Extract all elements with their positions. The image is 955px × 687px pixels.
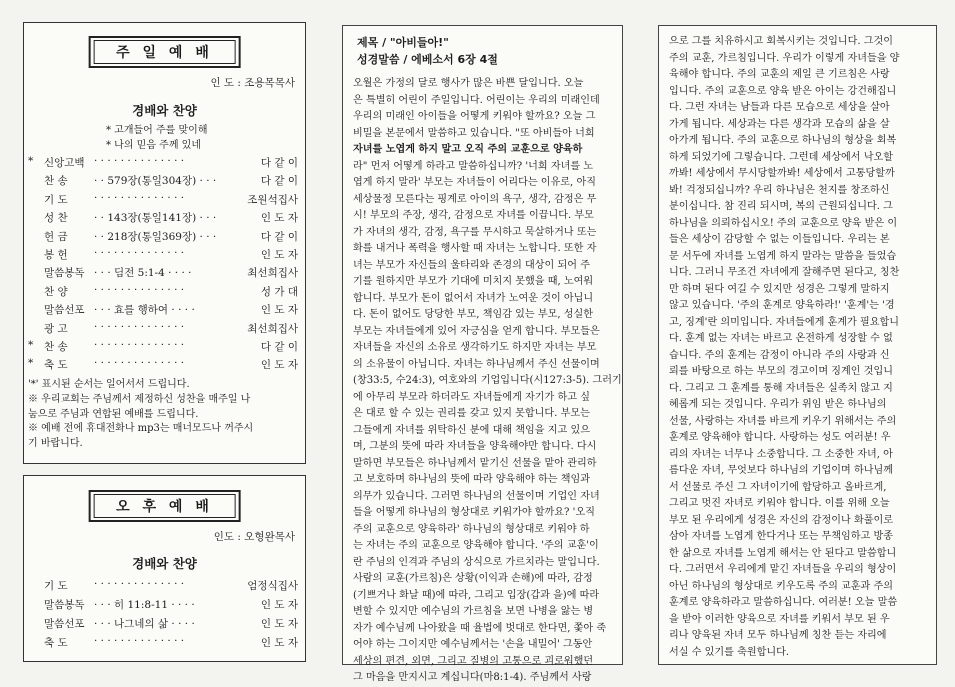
sermon-line: 에 아무리 부모라 하더라도 자녀들에게 자기가 하고 싶 bbox=[353, 391, 590, 403]
sermon-line: (기쁘거나 화날 때)에 따라, 그리고 입장(갑과 을)에 따라 bbox=[353, 589, 600, 601]
order-item-detail: · · · · · · · · · · · · · · bbox=[94, 283, 185, 296]
order-item-detail: · · · 히 11:8-11 · · · · bbox=[94, 599, 195, 611]
sermon-line: 주의 교훈으로 양육하라' 하나님의 형상대로 키워야 하 bbox=[353, 523, 590, 535]
stand-marker: * bbox=[28, 357, 34, 370]
sermon-continuation-column bbox=[658, 25, 937, 665]
sermon-line: 엽게 하지 말라' 부모는 자녀들이 어리다는 이유로, 아직 bbox=[353, 177, 596, 188]
continuation-line: 문 서두에 자녀를 노엽게 하지 말라는 말씀을 들었습 bbox=[669, 250, 897, 262]
note-line: 기 바랍니다. bbox=[28, 438, 83, 450]
order-item bbox=[28, 155, 300, 173]
order-item-detail: · · 218장(통일369장) · · · bbox=[94, 230, 217, 243]
sermon-line: 오월은 가정의 달로 행사가 많은 바쁜 달입니다. 오늘 bbox=[353, 78, 584, 89]
order-item bbox=[28, 321, 300, 339]
sunday-service-section bbox=[23, 22, 306, 464]
afternoon-service-leader: 인도 : 오형완목사 bbox=[213, 531, 295, 543]
order-item-detail: · · · 효를 행하여 · · · · bbox=[94, 304, 195, 317]
continuation-line: 다. 훈계 없는 자녀는 바르고 온전하게 성장할 수 없 bbox=[669, 333, 893, 344]
sermon-line: 세상의 편견, 외면, 그리고 질병의 고통으로 괴로워했던 bbox=[353, 655, 594, 667]
order-item-leader: 인 도 자 bbox=[260, 637, 298, 649]
sermon-line: 들을 어떻게 하나님의 형상대로 키워가야 할까요? '오직 bbox=[353, 507, 595, 518]
continuation-line: 그리고 멋진 자녀로 키워야 합니다. 이를 위해 오늘 bbox=[669, 498, 890, 509]
note-line: ※ 예배 전에 휴대전화나 mp3는 매너모드나 꺼주시 bbox=[28, 423, 254, 435]
order-item-leader: 성 가 대 bbox=[260, 285, 298, 298]
sermon-line: 우리의 미래인 아이들을 어떻게 키워야 할까요? 오늘 그 bbox=[353, 111, 596, 122]
sermon-line: 변할 수 있지만 예수님의 가르침을 보면 나병을 앓는 병 bbox=[353, 606, 594, 617]
continuation-line: 하게 되었기에 그렇습니다. 그런데 세상에서 낙오할 bbox=[669, 151, 894, 163]
order-item-detail: · · · · · · · · · · · · · · bbox=[94, 191, 185, 204]
order-item-detail: · · 143장(통일141장) · · · bbox=[94, 212, 217, 225]
order-item-title: 찬 양 bbox=[44, 285, 68, 298]
continuation-line: 리의 자녀는 너무나 소중합니다. 그 소중한 자녀, 아 bbox=[669, 448, 893, 460]
praise-song-1: * 고개들어 주를 맞이해 bbox=[106, 125, 208, 136]
continuation-line: 서 선물로 주신 그 자녀이기에 합당하고 올바르게, bbox=[669, 481, 887, 493]
order-item-title: 말씀봉독 bbox=[44, 267, 85, 280]
sermon-line: 합니다. 부모가 돈이 없어서 자녀가 노여운 것이 아닙니 bbox=[353, 292, 594, 304]
sermon-line: 며, 그분의 뜻에 따라 자녀들을 양육해야만 합니다. 다시 bbox=[353, 441, 597, 452]
continuation-line: 선물, 사랑하는 자녀를 바르게 키우기 위해서는 주의 bbox=[669, 415, 897, 427]
continuation-line: 만 하며 된다 여길 수 있지만 성경은 그렇게 말하지 bbox=[669, 283, 890, 295]
order-item bbox=[28, 616, 300, 635]
afternoon-service-title-frame bbox=[88, 490, 241, 522]
order-item-leader: 인 도 자 bbox=[260, 618, 298, 630]
order-item-title: 기 도 bbox=[44, 193, 68, 206]
continuation-line: 하나님을 의뢰하십시오! 주의 교훈으로 양육 받은 이 bbox=[669, 217, 898, 229]
continuation-line: 리나 양육된 자녀 모두 하나님께 칭찬 듣는 자리에 bbox=[669, 630, 887, 641]
sermon-body bbox=[353, 76, 622, 687]
continuation-line: 삼아 자녀를 노엽게 한다거나 또는 무책임하고 방종 bbox=[669, 531, 894, 542]
continuation-line: 가게 됩니다. 세상과는 다른 생각과 모습의 삶을 살 bbox=[669, 118, 890, 130]
order-item-leader: 다 같 이 bbox=[260, 230, 298, 243]
order-item-detail: · · · · · · · · · · · · · · bbox=[94, 357, 185, 370]
order-item-leader: 인 도 자 bbox=[260, 359, 298, 372]
continuation-line: 습니다. 주의 훈계는 감정이 아니라 주의 사랑과 신 bbox=[669, 349, 890, 361]
sermon-line: 은 대로 할 수 있는 권리를 갖고 있지 못합니다. 부모는 bbox=[353, 408, 590, 419]
order-item bbox=[28, 173, 300, 191]
sermon-line: 그들에게 자녀를 위탁하신 분에 대해 책임을 지고 있으 bbox=[353, 424, 590, 436]
continuation-line: 다. 그리고 그 훈계를 통해 자녀들은 실족치 않고 지 bbox=[669, 382, 893, 394]
order-item-leader: 엄정식집사 bbox=[247, 580, 298, 592]
order-item bbox=[28, 339, 300, 357]
sermon-line: 어야 하는 그이지만 예수님께서는 '손을 내밀어' 그동안 bbox=[353, 639, 593, 650]
sermon-line: 기를 원하지만 부모가 기대에 미치지 못했을 때, 노여워 bbox=[353, 276, 594, 287]
afternoon-service-title: 오 후 예 배 bbox=[93, 494, 236, 518]
order-item-title: 말씀선포 bbox=[44, 304, 85, 317]
sermon-line: 부모는 자녀들에게 있어 자긍심을 얻게 합니다. 부모들은 bbox=[353, 325, 600, 337]
sermon-line: 다. 돈이 없어도 당당한 부모, 책임감 있는 부모, 성실한 bbox=[353, 309, 594, 320]
order-item-detail: · · · 나그네의 삶 · · · · bbox=[94, 618, 195, 630]
order-item-detail: · · · · · · · · · · · · · · bbox=[94, 578, 185, 590]
sunday-service-title-frame bbox=[88, 36, 241, 68]
sermon-line: 사람의 교훈(가르침)은 상황(이익과 손해)에 따라, 감정 bbox=[353, 573, 593, 584]
order-item-detail: · · 579장(통일304장) · · · bbox=[94, 175, 217, 188]
order-item-title: 광 고 bbox=[44, 322, 68, 335]
continuation-line: 서실 수 있기를 축원합니다. bbox=[669, 646, 790, 658]
sunday-praise-heading: 경배와 찬양 bbox=[132, 103, 197, 118]
order-item bbox=[28, 635, 300, 654]
order-item-leader: 인 도 자 bbox=[260, 248, 298, 261]
order-item-leader: 조원석집사 bbox=[247, 193, 298, 206]
order-item-title: 축 도 bbox=[44, 359, 68, 372]
sermon-line: 라" 먼저 어떻게 하라고 말씀하십니까? '너희 자녀를 노 bbox=[353, 160, 594, 172]
order-item-title: 봉 헌 bbox=[44, 248, 68, 261]
order-item bbox=[28, 265, 300, 283]
order-item bbox=[28, 192, 300, 210]
continuation-line: 않고 있습니다. '주의 훈계로 양육하라!' '훈계'는 '경 bbox=[669, 300, 895, 311]
order-item-leader: 최선희집사 bbox=[247, 267, 298, 280]
sermon-line: (창33:5, 수24:3), 여호와의 기업입니다(시127:3-5). 그러기 bbox=[353, 375, 622, 386]
continuation-line: 봐! 걱정되십니까? 우리 하나님은 천지를 창조하신 bbox=[669, 184, 890, 196]
note-line: '*' 표시된 순서는 일어서서 드립니다. bbox=[28, 379, 190, 390]
order-item bbox=[28, 247, 300, 265]
order-item-detail: · · · · · · · · · · · · · · bbox=[94, 320, 185, 333]
order-item-title: 말씀봉독 bbox=[44, 599, 85, 611]
afternoon-praise-heading: 경배와 찬양 bbox=[132, 556, 197, 571]
sermon-scripture: 성경말씀 / 에베소서 6장 4절 bbox=[357, 53, 498, 66]
continuation-line: 분이십니다. 참 진리 되시며, 복의 근원되십니다. 그 bbox=[669, 201, 893, 212]
sermon-line: 의 소유물이 아닙니다. 자녀는 하나님께서 주신 선물이며 bbox=[353, 358, 600, 370]
sermon-line: 녀는 부모가 자신들의 울타리와 존경의 대상이 되어 주 bbox=[353, 259, 590, 271]
order-item-leader: 다 같 이 bbox=[260, 157, 298, 169]
sermon-line: 그 마음을 만지시고 계십니다(마8:1-4). 주님께서 사랑 bbox=[353, 672, 592, 683]
continuation-line: 입니다. 주의 교훈으로 양육 받은 아이는 강건해집니 bbox=[669, 85, 897, 97]
order-item-detail: · · · 딤전 5:1-4 · · · · bbox=[94, 267, 192, 280]
order-item-title: 신앙고백 bbox=[44, 157, 85, 169]
afternoon-order-list bbox=[28, 578, 300, 654]
order-item-title: 찬 송 bbox=[44, 175, 68, 188]
continuation-line: 혜롭게 되는 것입니다. 우리가 위임 받은 하나님의 bbox=[669, 399, 887, 410]
continuation-line: 아가게 됩니다. 주의 교훈으로 하나님의 형상을 회복 bbox=[669, 135, 897, 146]
continuation-line: 훈계로 양육하라고 말씀하십니다. 여러분! 오늘 말씀 bbox=[669, 597, 898, 608]
note-line: 눔으로 주님과 연합된 예배를 드립니다. bbox=[28, 408, 199, 420]
order-item-title: 축 도 bbox=[44, 637, 68, 649]
sermon-line: 가 자녀의 생각, 감정, 욕구를 무시하고 묵살하거나 또는 bbox=[353, 226, 597, 238]
sermon-title: 제목 / "아비들아!" bbox=[357, 36, 449, 49]
order-item-leader: 다 같 이 bbox=[260, 340, 298, 353]
sermon-column bbox=[342, 25, 623, 683]
sermon-line: 은 특별히 어린이 주일입니다. 어린이는 우리의 미래인데 bbox=[353, 94, 600, 106]
sermon-line: 시! 부모의 주장, 생각, 감정으로 자녀를 이끕니다. 부모 bbox=[353, 210, 594, 221]
sermon-line: 고 보호하며 하나님의 뜻에 따라 양육해야 하는 책임과 bbox=[353, 474, 590, 485]
continuation-line: 한 삶으로 자녀를 노엽게 해서는 안 된다고 말씀합니 bbox=[669, 547, 897, 559]
order-item-title: 성 찬 bbox=[44, 212, 68, 225]
sermon-continuation-body bbox=[669, 34, 931, 661]
continuation-line: 고, 징계'란 의미입니다. 자녀들에게 훈계가 필요합니 bbox=[669, 316, 899, 328]
sermon-line: 말하면 부모들은 하나님께서 맡기신 선물을 맡아 관리하 bbox=[353, 457, 597, 469]
note-line: ※ 우리교회는 주님께서 제정하신 성찬을 매주일 나 bbox=[28, 393, 251, 405]
praise-song-2: * 나의 믿음 주께 있네 bbox=[106, 140, 201, 151]
sermon-line: 자가 예수님께 나아왔을 때 율법에 벗대로 한다면, 쫓아 죽 bbox=[353, 622, 607, 634]
order-item-leader: 인 도 자 bbox=[260, 304, 298, 317]
sermon-line: 세상물정 모른다는 핑계로 아이의 욕구, 생각, 감정은 무 bbox=[353, 193, 597, 205]
order-item bbox=[28, 284, 300, 302]
order-item-detail: · · · · · · · · · · · · · · bbox=[94, 338, 185, 351]
continuation-line: 을 받아 이러한 양육으로 자녀를 키워서 부모 된 우 bbox=[669, 613, 890, 625]
continuation-line: 뢰를 바탕으로 하는 부모의 경고이며 징계인 것입니 bbox=[669, 366, 894, 377]
continuation-line: 육해야 합니다. 주의 교훈의 제일 큰 기르침은 사랑 bbox=[669, 69, 890, 80]
sermon-line: 란 주님의 인격과 주님의 상식으로 가르치라는 말입니다. bbox=[353, 556, 600, 568]
order-item-leader: 인 도 자 bbox=[260, 212, 298, 225]
sermon-line: 비밀을 본문에서 말씀하고 있습니다. "또 아비들아 너희 bbox=[353, 127, 595, 139]
sermon-line: 자녀들을 자신의 소유로 생각하기도 하지만 자녀는 부모 bbox=[353, 342, 597, 353]
continuation-line: 다. 그러면서 우리에게 맡긴 자녀들을 우리의 형상이 bbox=[669, 564, 897, 575]
order-item-detail: · · · · · · · · · · · · · · bbox=[94, 246, 185, 259]
order-item bbox=[28, 597, 300, 616]
continuation-line: 아닌 하나님의 형상대로 키우도록 주의 교훈과 주의 bbox=[669, 580, 894, 592]
continuation-line: 다. 그런 자녀는 남들과 다른 모습으로 세상을 살아 bbox=[669, 102, 890, 113]
continuation-line: 훈계로 양육해야 합니다. 사랑하는 성도 여러분! 우 bbox=[669, 432, 891, 443]
continuation-line: 주의 교훈, 가르침입니다. 우리가 이렇게 자녀들을 양 bbox=[669, 52, 900, 64]
continuation-line: 부모 된 우리에게 성경은 자신의 감정이나 화풀이로 bbox=[669, 514, 894, 526]
order-item bbox=[28, 578, 300, 597]
order-item-title: 말씀선포 bbox=[44, 618, 85, 630]
order-item bbox=[28, 229, 300, 247]
sunday-order-list bbox=[28, 155, 300, 376]
stand-marker: * bbox=[28, 338, 34, 351]
afternoon-service-section bbox=[23, 475, 306, 662]
continuation-line: 름다운 자녀, 무엇보다 하나님의 기업이며 하나님께 bbox=[669, 465, 894, 476]
continuation-line: 으로 그를 치유하시고 회복시키는 것입니다. 그것이 bbox=[669, 36, 894, 47]
sunday-service-leader: 인 도 : 조용목목사 bbox=[210, 77, 295, 89]
stand-marker: * bbox=[28, 155, 34, 167]
order-item-detail: · · · · · · · · · · · · · · bbox=[94, 635, 185, 647]
continuation-line: 까봐! 세상에서 무시당할까봐! 세상에서 고통당할까 bbox=[669, 168, 895, 179]
order-item bbox=[28, 357, 300, 375]
continuation-line: 니다. 그러니 무조건 자녀에게 잘해주면 된다고, 칭찬 bbox=[669, 267, 900, 278]
sermon-line: 의무가 있습니다. 그러면 하나님의 선물이며 기업인 자녀 bbox=[353, 490, 600, 502]
continuation-line: 들은 세상이 감당할 수 없는 이들입니다. 우리는 본 bbox=[669, 234, 890, 245]
order-item-title: 헌 금 bbox=[44, 230, 68, 243]
service-notes bbox=[28, 378, 302, 452]
order-item-leader: 인 도 자 bbox=[260, 599, 298, 611]
sermon-line: 는 자녀는 주의 교훈으로 양육해야 합니다. '주의 교훈'이 bbox=[353, 540, 599, 551]
sermon-line: 화를 내거나 폭력을 행사할 때 자녀는 노합니다. 또한 자 bbox=[353, 243, 597, 254]
sunday-service-title: 주 일 예 배 bbox=[93, 40, 236, 64]
order-item-title: 찬 송 bbox=[44, 340, 68, 353]
worship-order-column bbox=[23, 22, 306, 662]
order-item-detail: · · · · · · · · · · · · · · bbox=[94, 155, 185, 167]
order-item-leader: 최선희집사 bbox=[247, 322, 298, 335]
order-item bbox=[28, 302, 300, 320]
order-item-title: 기 도 bbox=[44, 580, 68, 592]
sermon-line: 자녀를 노엽게 하지 말고 오직 주의 교훈으로 양육하 bbox=[353, 144, 583, 155]
order-item-leader: 다 같 이 bbox=[260, 175, 298, 188]
order-item bbox=[28, 210, 300, 228]
